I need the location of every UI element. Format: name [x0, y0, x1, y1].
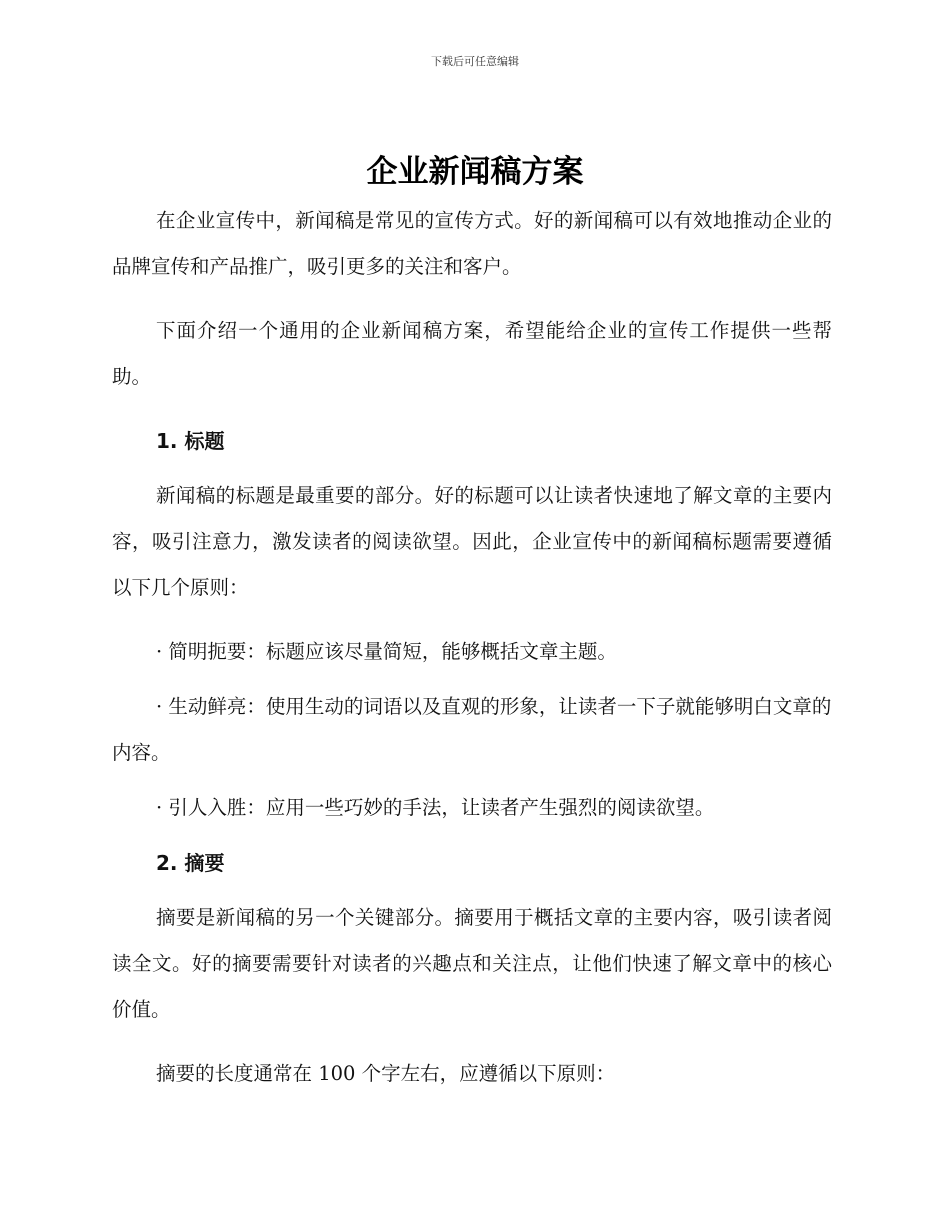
bullet-item: · 生动鲜亮：使用生动的词语以及直观的形象，让读者一下子就能够明白文章的内容。: [112, 695, 832, 764]
bullet-item: · 引人入胜：应用一些巧妙的手法，让读者产生强烈的阅读欲望。: [156, 796, 715, 819]
document-title: 企业新闻稿方案: [366, 154, 584, 190]
bullet-item: · 简明扼要：标题应该尽量简短，能够概括文章主题。: [156, 640, 617, 663]
page-header: 下载后可任意编辑: [431, 55, 519, 68]
document-body: [112, 198, 832, 1106]
section-paragraph-title: 新闻稿的标题是最重要的部分。好的标题可以让读者快速地了解文章的主要内容，吸引注意力，激发读者的阅读欲望。因此，企业宣传中的新闻稿标题需要遵循以下几个原则：: [112, 484, 832, 599]
section-heading-title: 1. 标题: [156, 429, 225, 453]
summary-paragraph-1: 摘要是新闻稿的另一个关键部分。摘要用于概括文章的主要内容，吸引读者阅读全文。好的摘要需要针对读者的兴趣点和关注点，让他们快速了解文章中的核心价值。: [112, 906, 832, 1021]
section-heading-summary: 2. 摘要: [156, 851, 225, 875]
intro-paragraph-1: 在企业宣传中，新闻稿是常见的宣传方式。好的新闻稿可以有效地推动企业的品牌宣传和产品推广，吸引更多的关注和客户。: [112, 209, 832, 278]
summary-paragraph-2: 摘要的长度通常在 100 个字左右，应遵循以下原则：: [156, 1062, 616, 1085]
intro-paragraph-2: 下面介绍一个通用的企业新闻稿方案，希望能给企业的宣传工作提供一些帮助。: [112, 319, 832, 388]
